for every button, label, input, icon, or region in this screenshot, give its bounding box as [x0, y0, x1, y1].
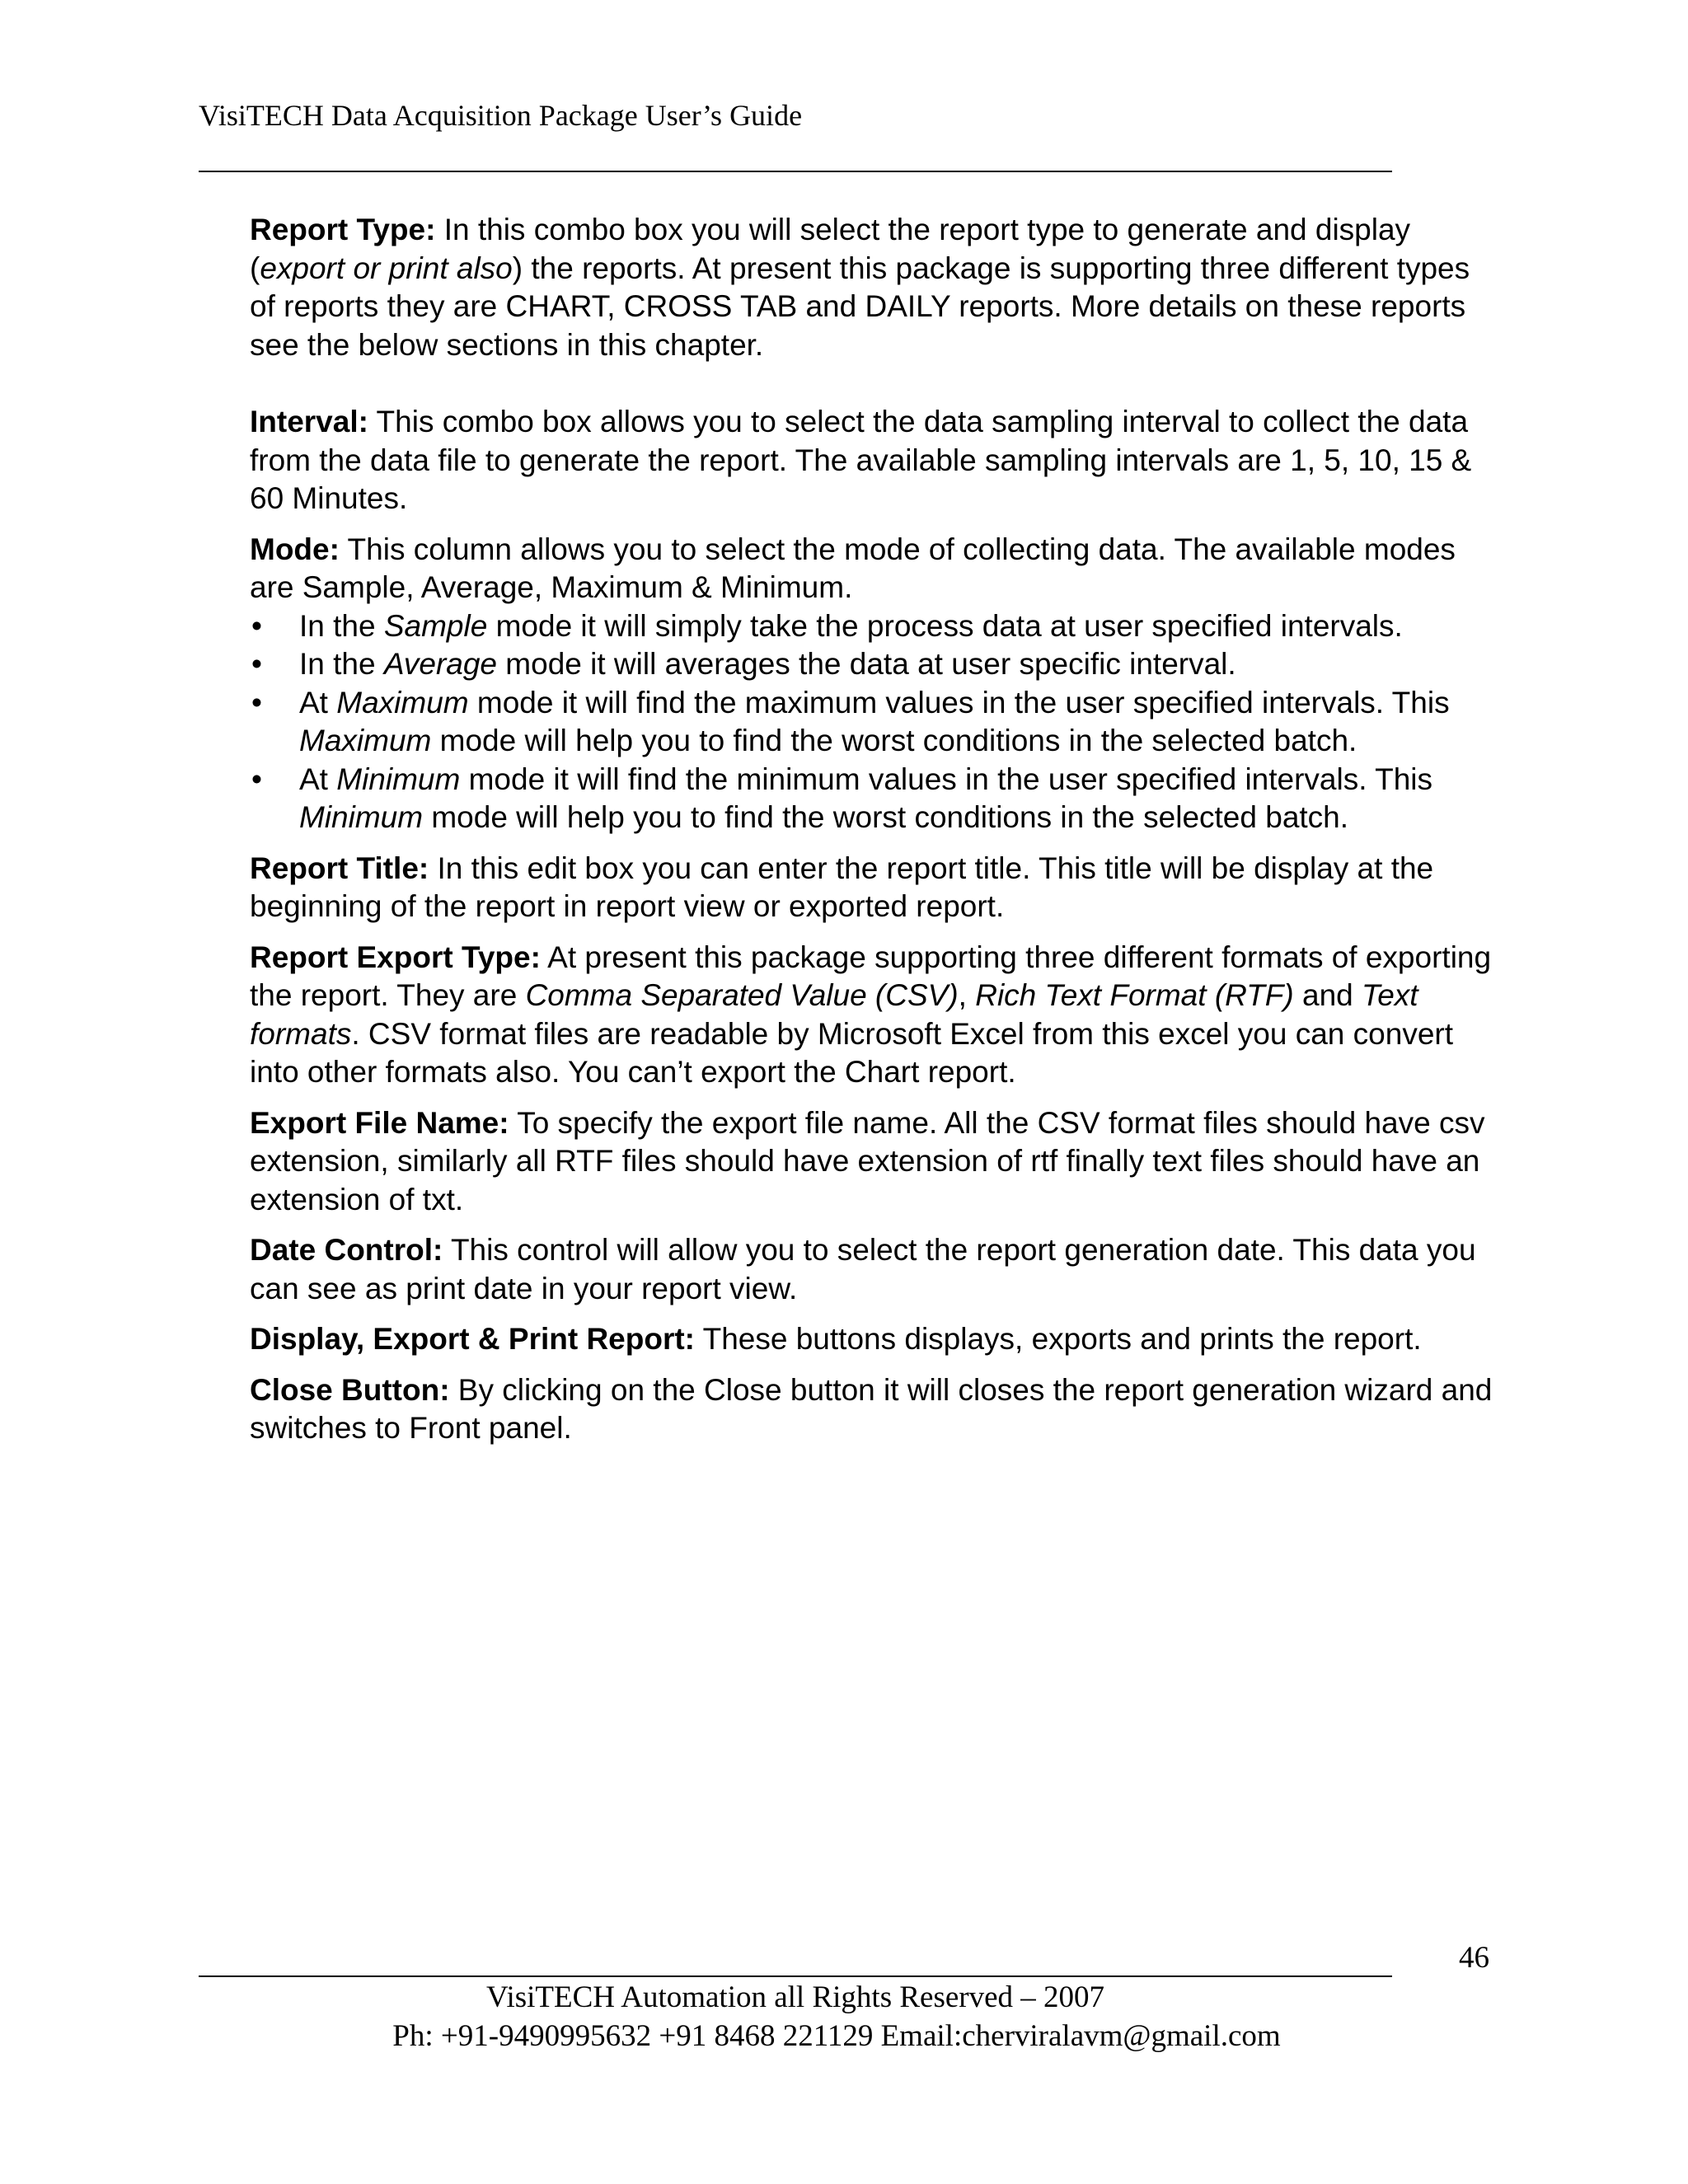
- close-button-paragraph: [250, 1371, 1503, 1448]
- mode-text: This column allows you to select the mode of collecting data. The available modes are Sample, Average, Maximum & Minimum.: [250, 532, 1456, 604]
- mode-bullet-list: [250, 607, 1503, 837]
- report-type-text-2: ) the reports. At present this package is supporting three different types of reports they are CHART, CROSS TAB and DAILY reports. More details on these reports see the below sections in this chapter.: [250, 251, 1470, 362]
- date-control-paragraph: [250, 1231, 1503, 1308]
- display-export-print-paragraph: [250, 1320, 1503, 1359]
- footer-copyright: VisiTECH Automation all Rights Reserved – 2007: [485, 1980, 1105, 2014]
- date-control-label: Date Control:: [250, 1233, 443, 1267]
- report-type-italic: export or print also: [260, 251, 513, 285]
- bullet-text: mode it will find the minimum values in the user specified intervals. This: [460, 762, 1433, 796]
- export-type-text: and: [1293, 978, 1362, 1012]
- export-type-text: . CSV format files are readable by Microsoft Excel from this excel you can convert into other formats also. You can’t export the Chart report.: [250, 1016, 1454, 1089]
- display-export-print-text: These buttons displays, exports and prints the report.: [695, 1322, 1422, 1356]
- footer-contact: Ph: +91-9490995632 +91 8468 221129 Email:cherviralavm@gmail.com: [392, 2019, 1281, 2053]
- bullet-emphasis: Sample: [383, 608, 488, 643]
- bullet-text: mode it will find the maximum values in the user specified intervals. This: [468, 685, 1450, 719]
- report-type-text-1: In this combo box you will select the report type to generate and display (: [250, 213, 1411, 285]
- report-export-type-label: Report Export Type:: [250, 940, 541, 974]
- mode-paragraph: [250, 531, 1503, 607]
- interval-paragraph: [250, 403, 1503, 518]
- bullet-emphasis: Minimum: [299, 800, 424, 834]
- report-title-text: In this edit box you can enter the report title. This title will be display at the beginning of the report in report view or exported report.: [250, 851, 1434, 923]
- bullet-emphasis: Maximum: [299, 724, 432, 757]
- bullet-text: mode will help you to find the worst conditions in the selected batch.: [431, 724, 1357, 757]
- list-item: [250, 607, 1503, 646]
- export-file-name-paragraph: [250, 1104, 1503, 1220]
- bullet-emphasis: Minimum: [336, 762, 461, 796]
- running-header: VisiTECH Data Acquisition Package User’s Guide: [199, 99, 803, 132]
- bullet-text: mode it will averages the data at user specific interval.: [497, 647, 1236, 681]
- export-type-italic: Comma Separated Value (CSV): [525, 978, 959, 1012]
- export-type-italic: Rich Text Format (RTF): [975, 978, 1294, 1012]
- export-file-name-label: Export File Name:: [250, 1105, 509, 1140]
- bullet-text: mode will help you to find the worst conditions in the selected batch.: [423, 800, 1349, 834]
- report-title-label: Report Title:: [250, 851, 429, 885]
- interval-label: Interval:: [250, 405, 368, 438]
- bullet-text: In the: [299, 608, 384, 643]
- display-export-print-label: Display, Export & Print Report:: [250, 1322, 695, 1356]
- list-item: [250, 645, 1503, 684]
- close-button-text: By clicking on the Close button it will closes the report generation wizard and switches to Front panel.: [250, 1372, 1493, 1445]
- mode-label: Mode:: [250, 532, 340, 566]
- report-type-label: Report Type:: [250, 213, 436, 246]
- bullet-text: At: [299, 762, 337, 796]
- export-type-text: ,: [958, 978, 976, 1012]
- footer-rule: [199, 1975, 1392, 1977]
- bullet-text: In the: [299, 647, 384, 681]
- page-number: 46: [1459, 1941, 1489, 1975]
- close-button-label: Close Button:: [250, 1372, 450, 1407]
- export-type-italic: Text formats: [250, 978, 1418, 1051]
- report-title-paragraph: [250, 850, 1503, 926]
- export-type-text: At present this package supporting three different formats of exporting the report. They are: [250, 940, 1492, 1012]
- bullet-emphasis: Average: [383, 647, 498, 681]
- bullet-text: At: [299, 685, 337, 719]
- report-type-paragraph: [250, 211, 1503, 364]
- bullet-emphasis: Maximum: [336, 685, 469, 719]
- export-file-name-text: To specify the export file name. All the CSV format files should have csv extension, similarly all RTF files should have extension of rtf finally text files should have an extension of txt.: [250, 1105, 1485, 1216]
- list-item: [250, 684, 1503, 761]
- list-item: [250, 761, 1503, 837]
- page-body: [250, 211, 1503, 1448]
- header-rule: [199, 171, 1392, 172]
- bullet-text: mode it will simply take the process data at user specified intervals.: [487, 608, 1403, 643]
- interval-text: This combo box allows you to select the data sampling interval to collect the data from the data file to generate the report. The available sampling intervals are 1, 5, 10, 15 & 60 Minutes.: [250, 405, 1472, 515]
- date-control-text: This control will allow you to select the report generation date. This data you can see as print date in your report view.: [250, 1233, 1476, 1305]
- report-export-type-paragraph: [250, 939, 1503, 1092]
